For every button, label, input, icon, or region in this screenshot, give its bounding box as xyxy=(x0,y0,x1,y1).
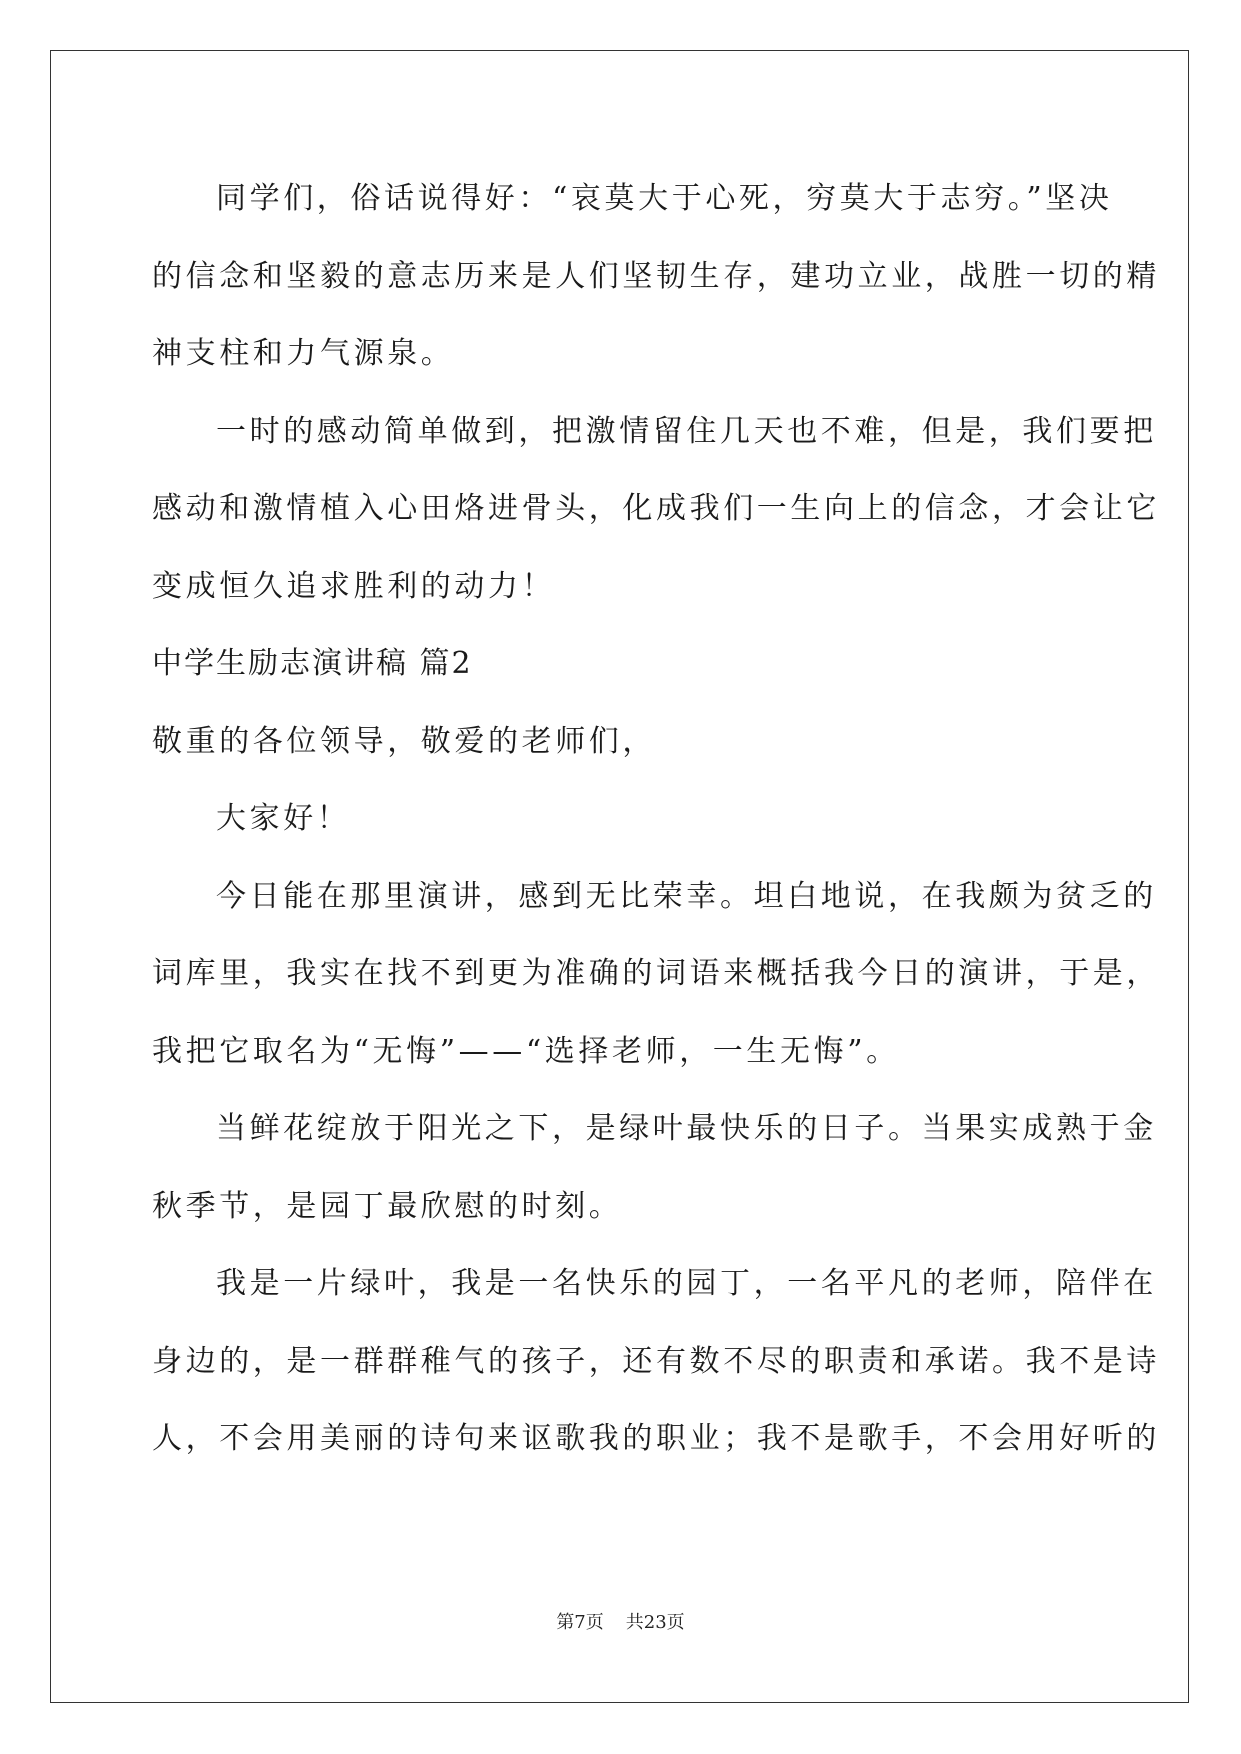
text-line: 人，不会用美丽的诗句来讴歌我的职业；我不是歌手，不会用好听的 xyxy=(152,1421,1160,1456)
page-number: 第7页 xyxy=(556,1612,604,1633)
text-line: 同学们，俗话说得好：“哀莫大于心死，穷莫大于志穷。”坚决 xyxy=(216,181,1113,216)
page-footer xyxy=(0,1608,1241,1634)
text-line: 秋季节，是园丁最欣慰的时刻。 xyxy=(152,1188,623,1224)
document-body xyxy=(152,160,1160,1478)
text-line: 一时的感动简单做到，把激情留住几天也不难，但是，我们要把 xyxy=(216,413,1157,449)
greeting: 大家好！ xyxy=(216,801,351,836)
salutation: 敬重的各位领导，敬爱的老师们， xyxy=(152,723,656,759)
section-heading: 中学生励志演讲稿 篇2 xyxy=(152,646,473,681)
text-line: 身边的，是一群群稚气的孩子，还有数不尽的职责和承诺。我不是诗 xyxy=(152,1343,1160,1379)
text-line: 当鲜花绽放于阳光之下，是绿叶最快乐的日子。当果实成熟于金 xyxy=(216,1111,1157,1146)
text-line: 的信念和坚毅的意志历来是人们坚韧生存，建功立业，战胜一切的精 xyxy=(152,258,1160,294)
page-total: 共23页 xyxy=(625,1612,685,1633)
text-line: 我把它取名为“无悔”——“选择老师，一生无悔”。 xyxy=(152,1033,900,1069)
text-line: 神支柱和力气源泉。 xyxy=(152,336,455,371)
text-line: 词库里，我实在找不到更为准确的词语来概括我今日的演讲，于是， xyxy=(152,956,1160,991)
text-line: 感动和激情植入心田烙进骨头，化成我们一生向上的信念，才会让它 xyxy=(152,491,1160,526)
text-line: 我是一片绿叶，我是一名快乐的园丁，一名平凡的老师，陪伴在 xyxy=(216,1266,1157,1301)
text-line: 变成恒久追求胜利的动力！ xyxy=(152,568,556,604)
text-line: 今日能在那里演讲，感到无比荣幸。坦白地说，在我颇为贫乏的 xyxy=(216,878,1157,914)
